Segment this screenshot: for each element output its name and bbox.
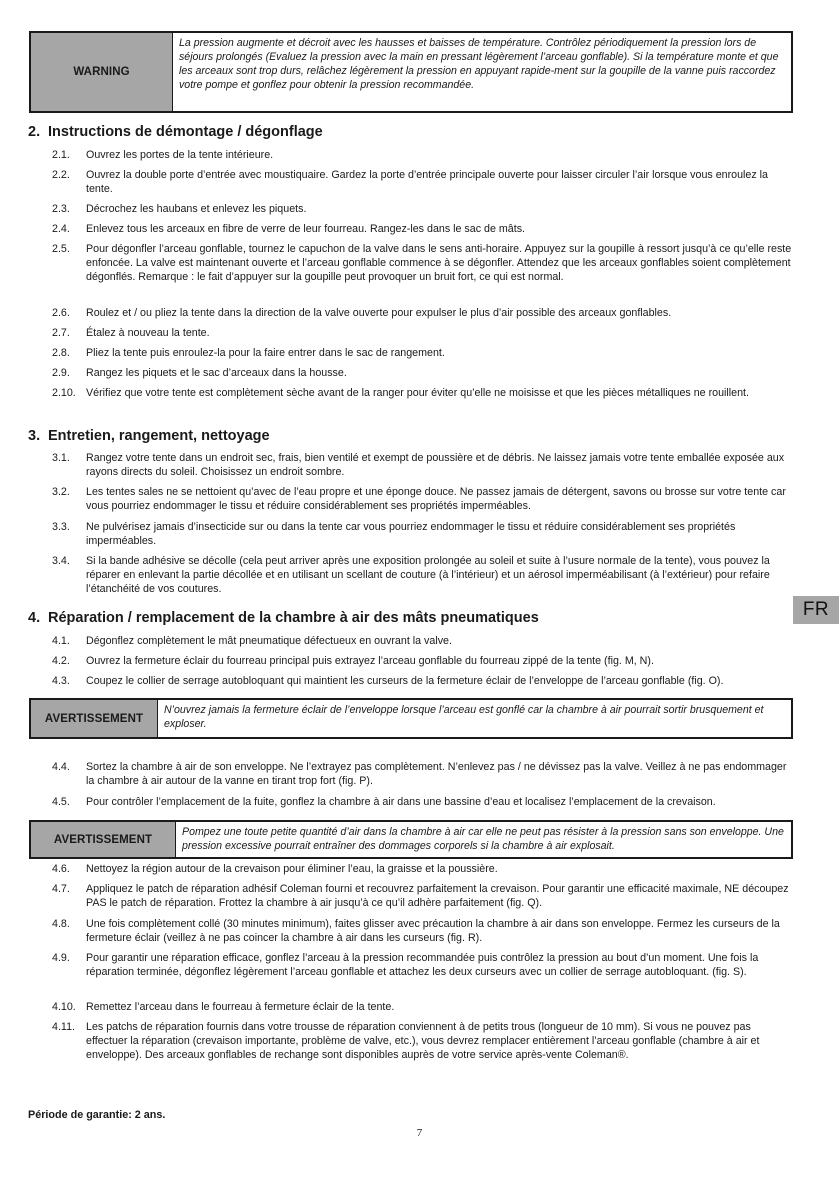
item-number: 2.4. — [52, 223, 70, 235]
item-number: 2.7. — [52, 327, 70, 339]
item-number: 2.1. — [52, 149, 70, 161]
item-number: 4.9. — [52, 952, 70, 964]
item-text: Dégonflez complètement le mât pneumatique défectueux en ouvrant la valve. — [86, 635, 452, 647]
item-number: 2.6. — [52, 307, 70, 319]
item-number: 4.5. — [52, 796, 70, 808]
section-heading-3 — [28, 428, 270, 444]
language-tab: FR — [793, 596, 839, 624]
item-number: 3.1. — [52, 452, 70, 464]
item-number: 4.10. — [52, 1001, 76, 1013]
warning-label: AVERTISSEMENT — [31, 700, 158, 737]
item-number: 2.2. — [52, 169, 70, 181]
item-text: Les patchs de réparation fournis dans votre trousse de réparation conviennent à de petits trous (longueur de 10 mm). Si vous ne pouvez pas effectuer la réparation (crevaison importante, problème de valve, etc.), vous devrez remplacer entièrement l’arceau gonflable (chambre à air et enveloppe). Des arceaux gonflables de rechange sont disponibles auprès de votre service après-vente Coleman®. — [86, 1021, 760, 1061]
section-title: Instructions de démontage / dégonflage — [48, 124, 323, 140]
item-number: 2.9. — [52, 367, 70, 379]
item-number: 4.3. — [52, 675, 70, 687]
item-number: 2.8. — [52, 347, 70, 359]
item-text: Pour dégonfler l’arceau gonflable, tournez le capuchon de la valve dans le sens anti-horaire. Appuyez sur la goupille à ressort jusqu’à ce qu’elle reste enfoncée. La valve est maintenant ouverte et l’arceau gonflable commence à se dégonfler. Attendez que les arceaux gonflables soient complètement dégonflés. Remarque : le fait d’appuyer sur la goupille peut provoquer un bruit fort, ce qui est normal. — [86, 243, 792, 283]
item-number: 4.11. — [52, 1021, 75, 1033]
item-text: Roulez et / ou pliez la tente dans la direction de la valve ouverte pour expulser le plus d’air possible des arceaux gonflables. — [86, 307, 672, 319]
item-text: Remettez l’arceau dans le fourreau à fermeture éclair de la tente. — [86, 1001, 395, 1013]
item-number: 4.4. — [52, 761, 70, 773]
item-text: Sortez la chambre à air de son enveloppe. Ne l’extrayez pas complètement. N’enlevez pas / ne dévissez pas la valve. Veillez à ne pas endommager la chambre à air autour de la vanne en tirant trop fort (fig. P). — [86, 761, 787, 787]
item-number: 4.8. — [52, 918, 70, 930]
item-text: Nettoyez la région autour de la crevaison pour éliminer l’eau, la graisse et la poussière. — [86, 863, 498, 875]
item-number: 3.3. — [52, 521, 70, 533]
item-text: Rangez votre tente dans un endroit sec, frais, bien ventilé et exempt de poussière et de débris. Ne laissez jamais votre tente emballée exposée aux rayons directs du soleil. Choisissez un endroit sombre. — [86, 452, 785, 478]
warning-box-inflate — [29, 820, 793, 859]
item-text: Pour garantir une réparation efficace, gonflez l’arceau à la pression recommandée puis contrôlez la pression au bout d’un moment. Une fois la réparation terminée, dégonflez légèrement l’arceau gonflable et attachez les deux curseurs avec un collier de serrage autobloquant. (fig. S). — [86, 952, 759, 978]
item-text: Une fois complètement collé (30 minutes minimum), faites glisser avec précaution la chambre à air dans son enveloppe. Fermez les curseurs de la fermeture éclair (veillez à ne pas coincer la chambre à air dans les curseurs (fig. R). — [86, 918, 780, 944]
item-number: 3.4. — [52, 555, 70, 567]
section-title: Entretien, rangement, nettoyage — [48, 428, 270, 444]
item-number: 2.3. — [52, 203, 70, 215]
warranty-note: Période de garantie: 2 ans. — [28, 1109, 166, 1121]
item-text: Ouvrez les portes de la tente intérieure. — [86, 149, 274, 161]
item-number: 4.7. — [52, 883, 70, 895]
item-text: Coupez le collier de serrage autobloquant qui maintient les curseurs de la fermeture éclair de l’enveloppe de l’arceau gonflable (fig. O). — [86, 675, 724, 687]
page-number: 7 — [416, 1127, 423, 1139]
item-number: 4.1. — [52, 635, 70, 647]
warning-label: WARNING — [31, 33, 173, 111]
item-text: Pour contrôler l’emplacement de la fuite, gonflez la chambre à air dans une bassine d’eau et localisez l’emplacement de la crevaison. — [86, 796, 716, 808]
item-number: 4.6. — [52, 863, 70, 875]
item-text: Ne pulvérisez jamais d’insecticide sur ou dans la tente car vous pourriez endommager le tissu et réduire considérablement ses propriétés imperméables. — [86, 521, 736, 547]
section-heading-2 — [28, 124, 323, 140]
item-number: 2.10. — [52, 387, 76, 399]
section-number: 3. — [28, 428, 41, 444]
item-number: 2.5. — [52, 243, 70, 255]
warning-text: La pression augmente et décroit avec les hausses et baisses de température. Contrôlez périodiquement la pression lors de séjours prolongés (Evaluez la pression avec la main en pressant légèrement l’arceau gonflable). Si la température monte et que les arceaux sont trop durs, relâchez légèrement la pression en appuyant rapide-ment sur la goupille de la vanne puis raccordez votre pompe et gonflez pour obtenir la pression recommandée. — [179, 37, 779, 91]
section-heading-4 — [28, 610, 539, 626]
item-text: Étalez à nouveau la tente. — [86, 327, 210, 339]
item-text: Pliez la tente puis enroulez-la pour la faire entrer dans le sac de rangement. — [86, 347, 445, 359]
warning-text: N’ouvrez jamais la fermeture éclair de l’enveloppe lorsque l’arceau est gonflé car la chambre à air pourrait sortir brusquement et exploser. — [164, 704, 764, 730]
item-text: Appliquez le patch de réparation adhésif Coleman fourni et recouvrez parfaitement la crevaison. Pour garantir une efficacité maximale, NE découpez PAS le patch de réparation. Frottez la chambre à air jusqu’à ce qu’il adhère parfaitement (fig. Q). — [86, 883, 789, 909]
item-text: Rangez les piquets et le sac d’arceaux dans la housse. — [86, 367, 347, 379]
item-text: Ouvrez la double porte d’entrée avec moustiquaire. Gardez la porte d’entrée principale ouverte pour laisser circuler l’air lorsque vous enroulez la tente. — [86, 169, 768, 195]
item-text: Décrochez les haubans et enlevez les piquets. — [86, 203, 307, 215]
item-number: 4.2. — [52, 655, 70, 667]
item-text: Les tentes sales ne se nettoient qu’avec de l’eau propre et une éponge douce. Ne passez jamais de détergent, savons ou brosse sur votre tente car vous pourriez endommager le tissu et réduire considérablement ses propriétés imperméables. — [86, 486, 786, 512]
section-number: 2. — [28, 124, 41, 140]
warning-label: AVERTISSEMENT — [31, 822, 176, 857]
item-text: Enlevez tous les arceaux en fibre de verre de leur fourreau. Rangez-les dans le sac de mâts. — [86, 223, 526, 235]
warning-text: Pompez une toute petite quantité d’air dans la chambre à air car elle ne peut pas résister à la pression sans son enveloppe. Une pression excessive pourrait entraîner des dommages corporels si la chambre à air explosait. — [182, 826, 784, 852]
item-text: Ouvrez la fermeture éclair du fourreau principal puis extrayez l’arceau gonflable du fourreau zippé de la tente (fig. M, N). — [86, 655, 654, 667]
item-number: 3.2. — [52, 486, 70, 498]
item-text: Si la bande adhésive se décolle (cela peut arriver après une exposition prolongée au soleil et suite à l’usure normale de la tente), vous pouvez la réparer en enlevant la partie décollée et en utilisant un scellant de couture (à l’intérieur) et un aérosol imperméabilisant (à l’extérieur) pour refaire l’étanchéité de vos coutures. — [86, 555, 770, 595]
warning-box-zipper — [29, 698, 793, 739]
section-number: 4. — [28, 610, 41, 626]
section-title: Réparation / remplacement de la chambre à air des mâts pneumatiques — [48, 610, 539, 626]
item-text: Vérifiez que votre tente est complètement sèche avant de la ranger pour éviter qu’elle ne moisisse et que les pièces métalliques ne rouillent. — [86, 387, 749, 399]
warning-box-pressure — [29, 31, 793, 113]
